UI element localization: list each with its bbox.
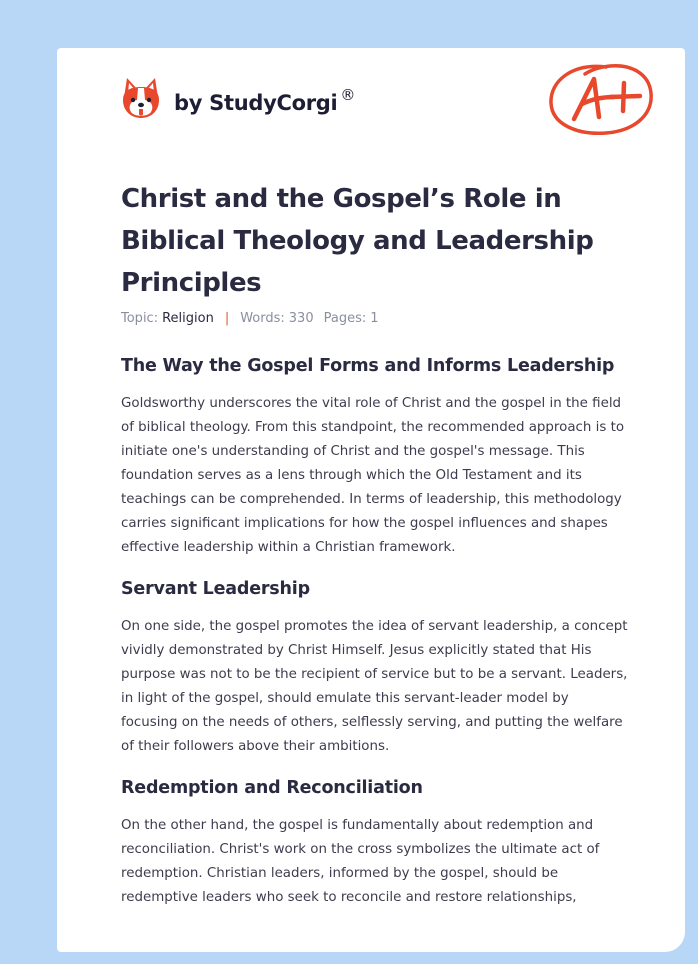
section-paragraph: On one side, the gospel promotes the idea of servant leadership, a concept vividly demonstrated by Christ Himself. Jesus explicitly stated that His purpose was not to be the recipient of service but to be a servant. Leaders, in light of the gospel, should emulate this servant-leader model by focusing on the needs of others, selflessly serving, and putting the welfare of their followers above their ambitions.	[121, 619, 628, 754]
pages-label: Pages:	[323, 311, 367, 326]
document-page	[57, 48, 685, 952]
section-paragraph: Goldsworthy underscores the vital role of Christ and the gospel in the field of biblical theology. From this standpoint, the recommended approach is to initiate one's understanding of Christ and the gospel's message. This foundation serves as a lens through which the Old Testament and its teachings can be comprehended. In terms of leadership, this methodology carries significant implications for how the gospel influences and shapes effective leadership within a Christian framework.	[121, 396, 625, 555]
topic-link[interactable]: Religion	[162, 311, 214, 326]
section-heading: Servant Leadership	[121, 579, 310, 599]
page-header	[121, 74, 651, 144]
document-body	[121, 348, 629, 910]
document-meta	[121, 311, 379, 326]
section-heading: Redemption and Reconciliation	[121, 778, 423, 798]
brand-name: by StudyCorgi ®	[174, 86, 356, 115]
corgi-icon	[121, 76, 161, 122]
words-count: 330	[288, 311, 314, 326]
studycorgi-logo[interactable]	[121, 74, 355, 124]
page-title: Christ and the Gospel’s Role in Biblical Theology and Leadership Principles	[121, 184, 594, 298]
section-heading: The Way the Gospel Forms and Informs Leadership	[121, 356, 615, 376]
topic-label: Topic:	[121, 311, 159, 326]
pages-count: 1	[370, 311, 379, 326]
meta-separator: |	[224, 311, 230, 326]
words-label: Words:	[240, 311, 285, 326]
grade-a-plus-icon	[544, 59, 656, 139]
registered-mark: ®	[340, 86, 356, 104]
section-paragraph: On the other hand, the gospel is fundamentally about redemption and reconciliation. Christ's work on the cross symbolizes the ultimate act of redemption. Christian leaders, informed by the gospel, should be redemptive leaders who seek to reconcile and restore relationships,	[121, 818, 600, 905]
